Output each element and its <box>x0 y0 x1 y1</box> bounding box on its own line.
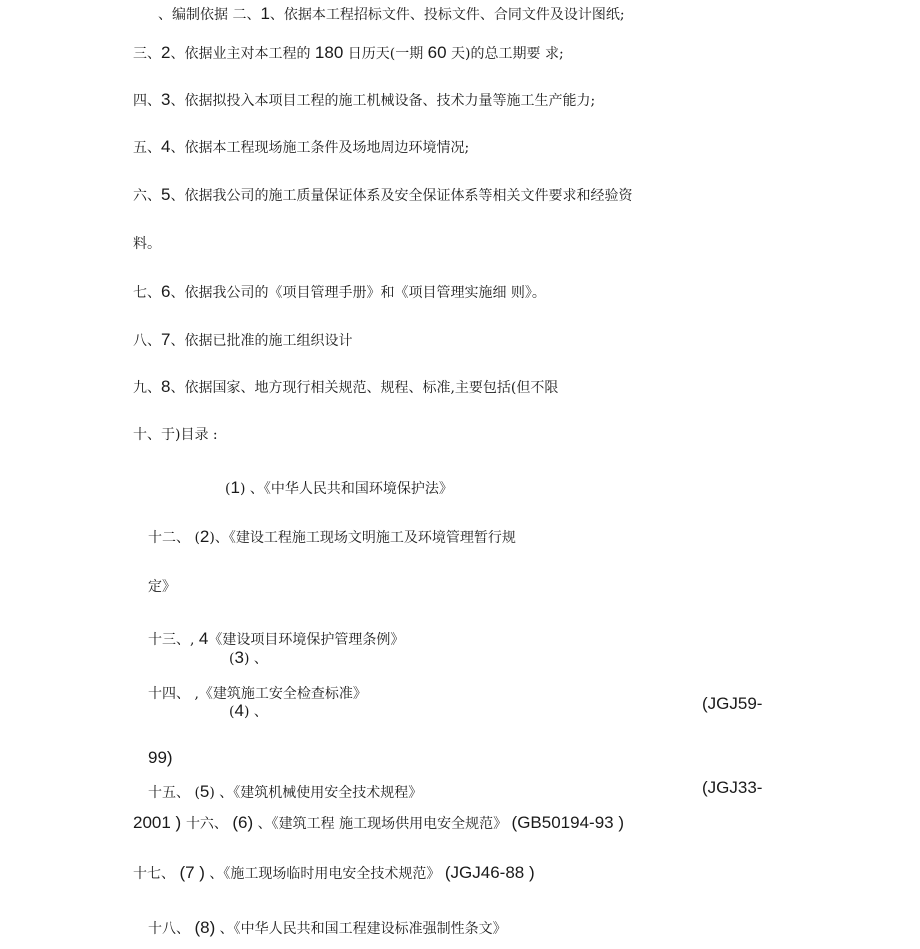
text-line-5: 六、5、依据我公司的施工质量保证体系及安全保证体系等相关文件要求和经验资 <box>133 185 633 204</box>
text-line-20: 十八、 (8) 、《中华人民共和国工程建设标准强制性条文》 <box>148 918 507 937</box>
text-line-14-number: (3) 、 <box>229 648 268 667</box>
text-line-14: 十三、, 4《建设项目环境保护管理条例》 <box>148 629 405 648</box>
text-line-3: 四、3、依据拟投入本项目工程的施工机械设备、技术力量等施工生产能力; <box>133 90 596 109</box>
text-line-9: 九、8、依据国家、地方现行相关规范、规程、标准,主要包括(但不限 <box>133 377 559 396</box>
text-line-12: 十二、 (2)、《建设工程施工现场文明施工及环境管理暂行规 <box>148 527 516 546</box>
text-line-1: 、编制依据 二、1、依据本工程招标文件、投标文件、合同文件及设计图纸; <box>158 4 625 23</box>
text-line-18: 2001 ) 十六、 (6) 、《建筑工程 施工现场供用电安全规范》 (GB50194-93 ) <box>133 813 624 832</box>
text-line-15-number: (4) 、 <box>229 701 268 720</box>
text-line-16: 99) <box>148 748 173 767</box>
text-line-8: 八、7、依据已批准的施工组织设计 <box>133 330 353 349</box>
text-line-7: 七、6、依据我公司的《项目管理手册》和《项目管理实施细 则》。 <box>133 282 546 301</box>
text-line-2: 三、2、依据业主对本工程的 180 日历天(一期 60 天)的总工期要 求; <box>133 43 564 62</box>
text-line-17-code: (JGJ33- <box>702 778 763 797</box>
text-line-15: 十四、 ,《建筑施工安全检查标准》 <box>148 686 367 702</box>
text-line-10: 十、于)目录 : <box>133 427 218 443</box>
text-line-17: 十五、 (5) 、《建筑机械使用安全技术规程》 <box>148 782 423 801</box>
text-line-19: 十七、 (7 ) 、《施工现场临时用电安全技术规范》 (JGJ46-88 ) <box>133 863 535 882</box>
text-line-4: 五、4、依据本工程现场施工条件及场地周边环境情况; <box>133 137 470 156</box>
text-line-6: 料。 <box>133 236 161 252</box>
text-line-13: 定》 <box>148 579 176 595</box>
text-line-11: (1) 、《中华人民共和国环境保护法》 <box>225 478 453 497</box>
text-line-15-code: (JGJ59- <box>702 694 763 713</box>
